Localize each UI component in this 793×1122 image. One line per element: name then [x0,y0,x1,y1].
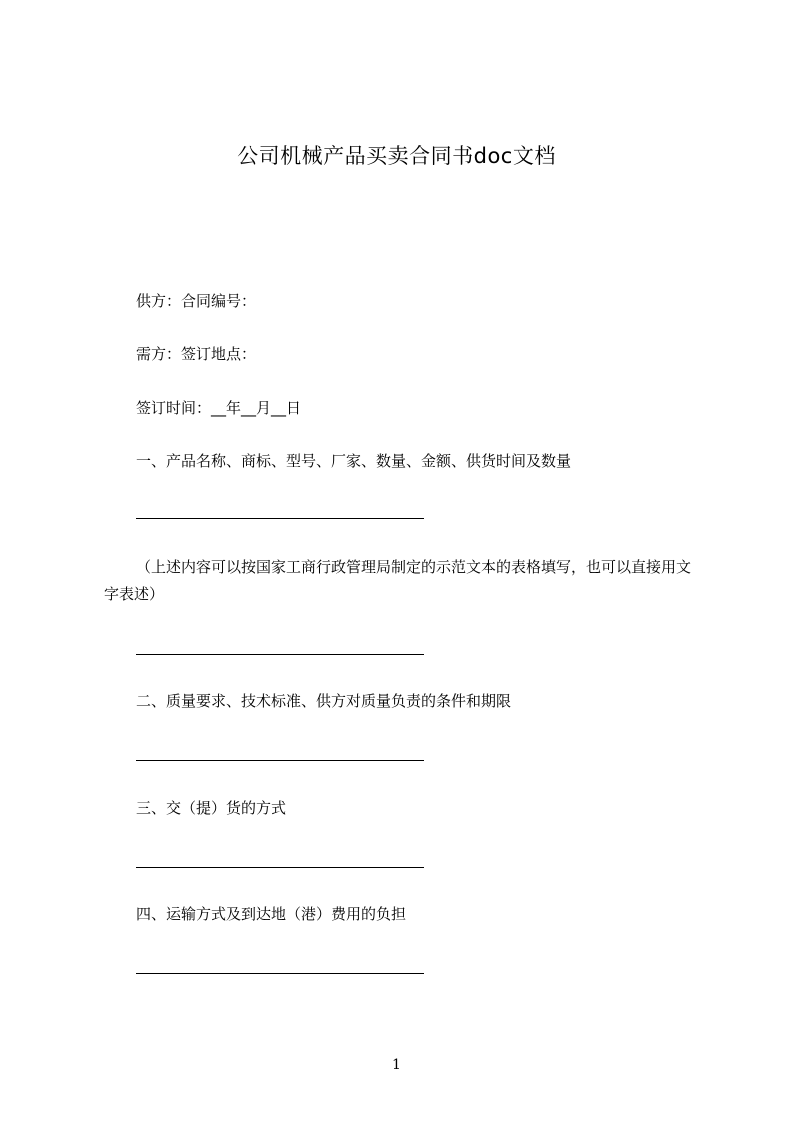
fill-in-line-2 [136,654,424,655]
fill-in-line-1 [136,518,424,519]
section-2-heading: 二、质量要求、技术标准、供方对质量负责的条件和期限 [136,692,512,710]
fill-in-line-5 [136,973,424,974]
signing-date-line: 签订时间：__年__月__日 [136,399,302,417]
document-title: 公司机械产品买卖合同书doc文档 [237,144,556,168]
section-3-heading: 三、交（提）货的方式 [136,799,287,817]
fill-in-line-3 [136,760,424,761]
note-paragraph: （上述内容可以按国家工商行政管理局制定的示范文本的表格填写，也可以直接用文字表述） [104,558,692,603]
section-4-heading: 四、运输方式及到达地（港）费用的负担 [136,905,407,923]
fill-in-line-4 [136,867,424,868]
section-1-heading: 一、产品名称、商标、型号、厂家、数量、金额、供货时间及数量 [136,452,572,470]
buyer-signing-place-line: 需方：签订地点： [136,345,257,363]
page-number: 1 [392,1057,401,1073]
supplier-contract-number-line: 供方：合同编号： [136,292,257,310]
